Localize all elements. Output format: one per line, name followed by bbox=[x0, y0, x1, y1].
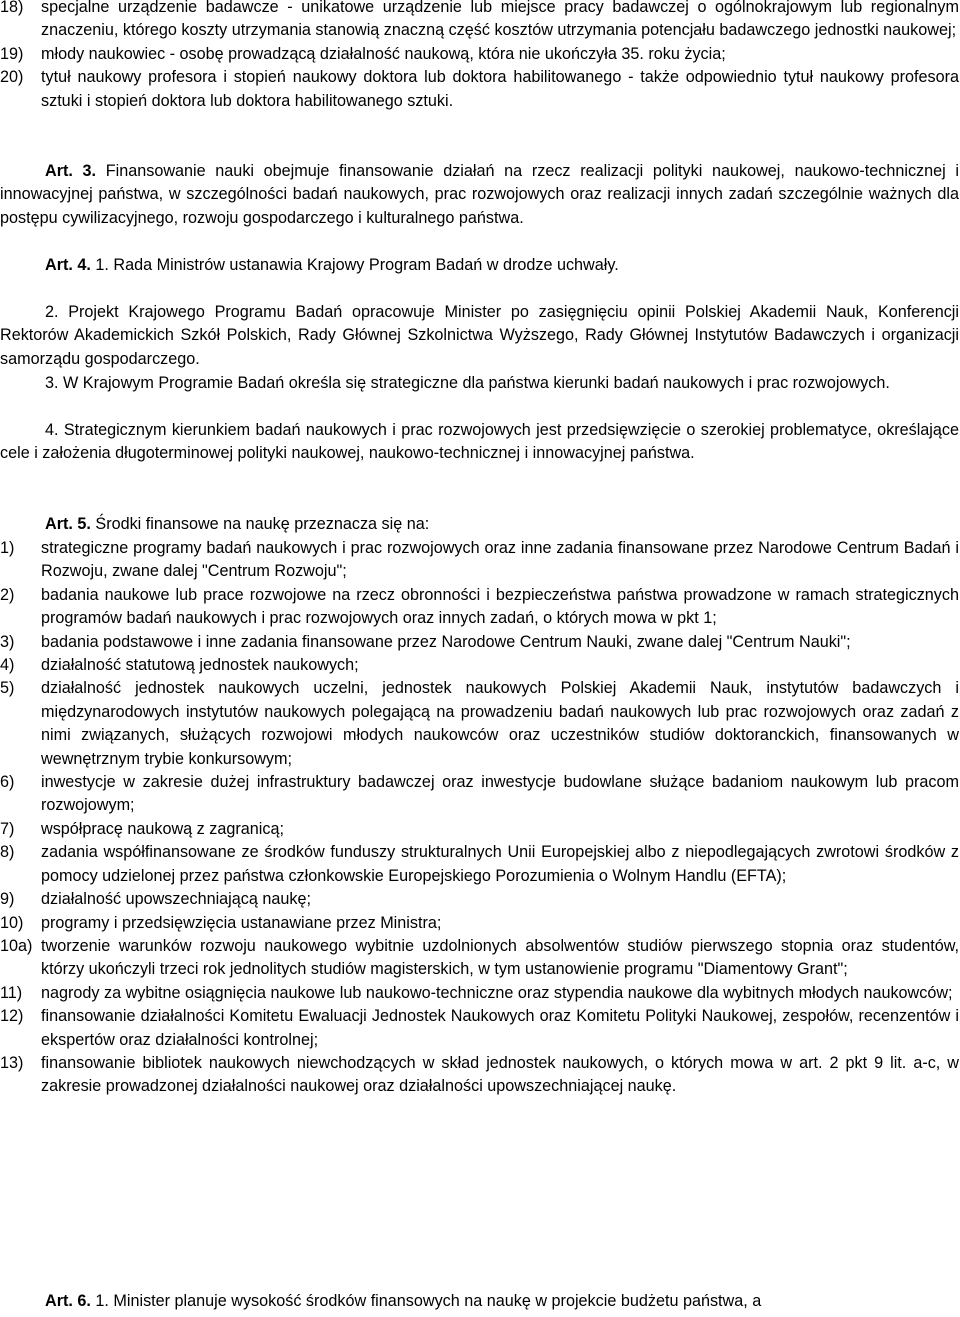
item-text: strategiczne programy badań naukowych i prac rozwojowych oraz inne zadania finansowane przez Narodowe Centrum Badań i Rozwoju, zwane dalej "Centrum Rozwoju"; bbox=[41, 539, 959, 581]
item-text: tytuł naukowy profesora i stopień naukowy doktora lub doktora habilitowanego - także odpowiednio tytuł naukowy profesora sztuki i stopień doktora lub doktora habilitowanego sztuki. bbox=[41, 68, 959, 110]
list-item bbox=[0, 43, 959, 66]
item-text: działalność statutową jednostek naukowych; bbox=[41, 656, 359, 675]
item-number: 18) bbox=[0, 0, 24, 16]
item-number: 10a) bbox=[0, 936, 33, 955]
article-5-intro bbox=[0, 513, 959, 536]
item-number: 8) bbox=[0, 843, 15, 862]
item-text: badania naukowe lub prace rozwojowe na rzecz obronności i bezpieczeństwa państwa prowadzone w ramach strategicznych programów badań naukowych i prac rozwojowych oraz innych zadań, o których mowa w pkt 1; bbox=[41, 585, 959, 628]
article-4-p3 bbox=[0, 372, 959, 395]
paragraph-text: 3. W Krajowym Programie Badań określa się strategiczne dla państwa kierunki badań naukowych i prac rozwojowych. bbox=[45, 374, 890, 392]
item-text: inwestycje w zakresie dużej infrastruktury badawczej oraz inwestycje budowlane służące badaniom naukowym lub pracom rozwojowym; bbox=[41, 773, 959, 815]
article-label: Art. 6. bbox=[45, 1292, 91, 1310]
article-6 bbox=[0, 1290, 959, 1313]
item-text: specjalne urządzenie badawcze - unikatowe urządzenie lub miejsce pracy badawczej o ogólnokrajowym lub regionalnym znaczeniu, którego koszty utrzymania stanowią znaczną część kosztów utrzymania potencjału badawczego jednostki naukowej; bbox=[41, 0, 959, 40]
list-item bbox=[0, 935, 959, 982]
item-number: 9) bbox=[0, 890, 15, 909]
item-number: 4) bbox=[0, 656, 15, 675]
article-label: Art. 5. bbox=[45, 515, 91, 533]
item-text: nagrody za wybitne osiągnięcia naukowe lub naukowo-techniczne oraz stypendia naukowe dla wybitnych młodych naukowców; bbox=[41, 983, 953, 1002]
item-text: finansowanie działalności Komitetu Ewaluacji Jednostek Naukowych oraz Komitetu Polityki Naukowej, zespołów, recenzentów i ekspertów oraz działalności kontrolnej; bbox=[41, 1007, 959, 1049]
list-item bbox=[0, 654, 959, 677]
list-item bbox=[0, 631, 959, 654]
article-intro-text: Środki finansowe na naukę przeznacza się na: bbox=[95, 515, 430, 533]
item-text: finansowanie bibliotek naukowych niewchodzących w skład jednostek naukowych, o których mowa w art. 2 pkt 9 lit. a-c, w zakresie prowadzonej działalności naukowej oraz działalności upowszechniającej naukę. bbox=[41, 1053, 959, 1096]
article-4-p4 bbox=[0, 419, 959, 466]
list-item bbox=[0, 818, 959, 841]
item-text: zadania współfinansowane ze środków funduszy strukturalnych Unii Europejskiej albo z niepodlegających zwrotowi środków z pomocy udzielonej przez państwa członkowskie Europejskiego Porozumienia o Wolnym Handlu (EFTA); bbox=[41, 843, 959, 885]
item-number: 13) bbox=[0, 1053, 24, 1072]
list-item bbox=[0, 677, 959, 771]
article-3 bbox=[0, 160, 959, 230]
list-item bbox=[0, 537, 959, 584]
list-item bbox=[0, 841, 959, 888]
list-item bbox=[0, 912, 959, 935]
list-item bbox=[0, 66, 959, 113]
item-number: 2) bbox=[0, 585, 15, 604]
item-text: działalność jednostek naukowych uczelni, jednostek naukowych Polskiej Akademii Nauk, instytutów badawczych i międzynarodowych instytutów naukowych polegającą na prowadzeniu badań naukowych lub prac rozwojowych oraz zadań z nimi związanych, służących rozwojowi młodych naukowców oraz uczestników studiów doktoranckich, finansowanych w wewnętrznym trybie konkursowym; bbox=[41, 679, 959, 768]
item-number: 20) bbox=[0, 68, 24, 87]
item-text: działalność upowszechniającą naukę; bbox=[41, 890, 311, 909]
item-text: badania podstawowe i inne zadania finansowane przez Narodowe Centrum Nauki, zwane dalej "Centrum Nauki"; bbox=[41, 632, 851, 651]
paragraph-text: 4. Strategicznym kierunkiem badań naukowych i prac rozwojowych jest przedsięwzięcie o szerokiej problematyce, określające cele i założenia długoterminowej polityki naukowej, naukowo-technicznej i innowacyjnej państwa. bbox=[0, 421, 959, 463]
list-item bbox=[0, 888, 959, 911]
list-item bbox=[0, 1005, 959, 1052]
item-number: 10) bbox=[0, 913, 24, 932]
article-text: Finansowanie nauki obejmuje finansowanie działań na rzecz realizacji polityki naukowej, naukowo-technicznej i innowacyjnej państwa, w szczególności badań naukowych, prac rozwojowych oraz realizacji innych zadań szczególnie ważnych dla postępu cywilizacyjnego, rozwoju gospodarczego i kulturalnego państwa. bbox=[0, 162, 960, 227]
item-number: 7) bbox=[0, 819, 15, 838]
item-number: 3) bbox=[0, 632, 15, 651]
item-number: 1) bbox=[0, 539, 15, 557]
list-item bbox=[0, 1052, 959, 1099]
item-number: 5) bbox=[0, 679, 15, 698]
item-text: tworzenie warunków rozwoju naukowego wybitnie uzdolnionych absolwentów studiów pierwszego stopnia oraz studentów, którzy ukończyli trzeci rok jednolitych studiów magisterskich, w tym ustanowienie programu "Diamentowy Grant"; bbox=[41, 936, 959, 979]
article-label: Art. 3. bbox=[45, 162, 97, 180]
item-number: 12) bbox=[0, 1007, 24, 1026]
paragraph-text: 1. Rada Ministrów ustanawia Krajowy Program Badań w drodze uchwały. bbox=[95, 256, 619, 274]
item-number: 19) bbox=[0, 44, 24, 63]
article-5-list bbox=[0, 537, 959, 1099]
definitions-list bbox=[0, 0, 959, 113]
article-label: Art. 4. bbox=[45, 256, 91, 274]
item-number: 6) bbox=[0, 773, 15, 792]
item-text: współpracę naukową z zagranicą; bbox=[41, 819, 284, 838]
item-text: młody naukowiec - osobę prowadzącą działalność naukową, która nie ukończyła 35. roku życia; bbox=[41, 44, 726, 63]
article-text: 1. Minister planuje wysokość środków finansowych na naukę w projekcie budżetu państwa, a bbox=[95, 1292, 762, 1310]
item-text: programy i przedsięwzięcia ustanawiane przez Ministra; bbox=[41, 913, 442, 932]
article-4-p1 bbox=[0, 254, 959, 277]
list-item bbox=[0, 982, 959, 1005]
list-item bbox=[0, 771, 959, 818]
list-item bbox=[0, 0, 959, 43]
paragraph-text: 2. Projekt Krajowego Programu Badań opracowuje Minister po zasięgnięciu opinii Polskiej Akademii Nauk, Konferencji Rektorów Akademickich Szkół Polskich, Rady Głównej Szkolnictwa Wyższego, Rady Głównej Instytutów Badawczych i organizacji samorządu gospodarczego. bbox=[0, 303, 959, 368]
article-4-p2 bbox=[0, 301, 959, 371]
list-item bbox=[0, 584, 959, 631]
item-number: 11) bbox=[0, 983, 23, 1002]
